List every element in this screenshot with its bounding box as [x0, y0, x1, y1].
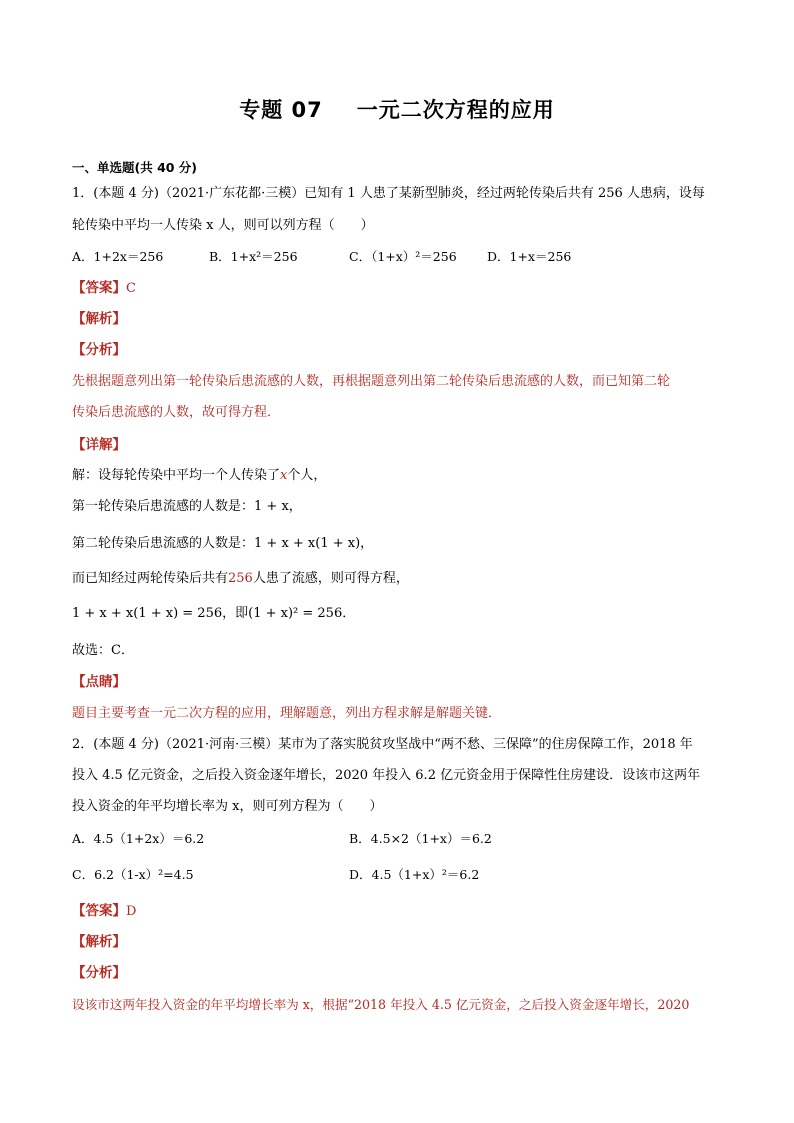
title-main: 一元二次方程的应用 [356, 98, 555, 122]
q2-stem-line1: 2．(本题 4 分)（2021·河南·三模）某市为了落实脱贫攻坚战中“两不愁、三保障”的住房保障工作，2018 年 [72, 737, 693, 752]
math-expression: 1 + x + x(1 + x) = 256 [72, 606, 223, 621]
q2-jiexi-tag: 【解析】 [72, 934, 126, 950]
q2-option-d: D．4.5（1+x）²＝6.2 [349, 867, 480, 882]
q1-stem-line1: 1．(本题 4 分)（2021·广东花都·三模）已知有 1 人患了某新型肺炎，经过两轮传染后共有 256 人患病，设每 [72, 186, 705, 201]
q1-detail-line4 [72, 571, 409, 587]
q1-fenxi-tag: 【分析】 [72, 342, 126, 358]
detail-text: 第二轮传染后患流感的人数是： [72, 536, 255, 551]
q2-fenxi-tag: 【分析】 [72, 965, 126, 981]
q2-option-a: A．4.5（1+2x）＝6.2 [72, 831, 205, 846]
q1-options [72, 249, 571, 265]
answer-tag: 【答案】 [72, 280, 126, 296]
detail-text: ，即 [222, 606, 249, 621]
q1-option-c: C．（1+x）²＝256 [349, 249, 457, 264]
detail-number: 256 [228, 571, 253, 586]
q1-dianjing-tag: 【点睛】 [72, 674, 126, 690]
q1-analysis-line2: 传染后患流感的人数，故可得方程． [72, 405, 281, 420]
detail-text: 个人， [287, 468, 327, 483]
q1-remark: 题目主要考查一元二次方程的应用，理解题意，列出方程求解是解题关键． [72, 706, 502, 721]
q1-detail-line2 [72, 499, 302, 515]
math-expression: (1 + x)² = 256 [248, 606, 343, 621]
q1-detail-line3 [72, 536, 373, 552]
q2-options-row1 [72, 831, 492, 847]
detail-text: ． [342, 606, 356, 621]
q2-options-row2 [72, 867, 479, 883]
q2-stem-line3: 投入资金的年平均增长率为 x，则可列方程为（ ） [72, 799, 383, 814]
q1-detail-line1 [72, 468, 326, 484]
q1-answer [72, 280, 136, 297]
detail-text: 解：设每轮传染中平均一个人传染了 [72, 468, 281, 483]
q1-detail-line5 [72, 606, 355, 622]
math-expression: 1 + x + x(1 + x)， [254, 536, 374, 551]
q2-stem-line2: 投入 4.5 亿元资金，之后投入资金逐年增长，2020 年投入 6.2 亿元资金用于保障性住房建设．设该市这两年 [72, 768, 701, 783]
q1-conclusion: 故选：C． [72, 643, 134, 658]
q1-jiexi-tag: 【解析】 [72, 311, 126, 327]
q1-option-a: A．1+2x＝256 [72, 249, 164, 264]
q2-option-c: C．6.2（1-x）²=4.5 [72, 867, 194, 882]
q1-stem-line2: 轮传染中平均一人传染 x 人，则可以列方程（ ） [72, 218, 374, 233]
q1-xiangjie-tag: 【详解】 [72, 437, 126, 453]
page-title [0, 94, 794, 124]
section-heading: 一、单选题(共 40 分) [72, 160, 198, 175]
q2-analysis-line1: 设该市这两年投入资金的年平均增长率为 x，根据“2018 年投入 4.5 亿元资金，之后投入资金逐年增长，2020 [72, 997, 690, 1012]
detail-text: 人患了流感，则可得方程， [252, 571, 409, 586]
variable-x: x [280, 468, 288, 483]
detail-text: 而已知经过两轮传染后共有 [72, 571, 229, 586]
detail-text: 第一轮传染后患流感的人数是： [72, 499, 255, 514]
q2-option-b: B．4.5×2（1+x）＝6.2 [349, 831, 492, 846]
math-expression: 1 + x， [254, 499, 302, 514]
answer-value: C [126, 281, 136, 296]
answer-value: D [126, 904, 137, 919]
q1-option-b: B．1+x²＝256 [209, 249, 298, 264]
q1-option-d: D．1+x＝256 [487, 249, 572, 264]
title-prefix: 专题 07 [239, 98, 323, 122]
answer-tag: 【答案】 [72, 903, 126, 919]
q1-analysis-line1: 先根据题意列出第一轮传染后患流感的人数，再根据题意列出第二轮传染后患流感的人数，而已知第二轮 [72, 374, 671, 389]
q2-answer [72, 903, 136, 920]
